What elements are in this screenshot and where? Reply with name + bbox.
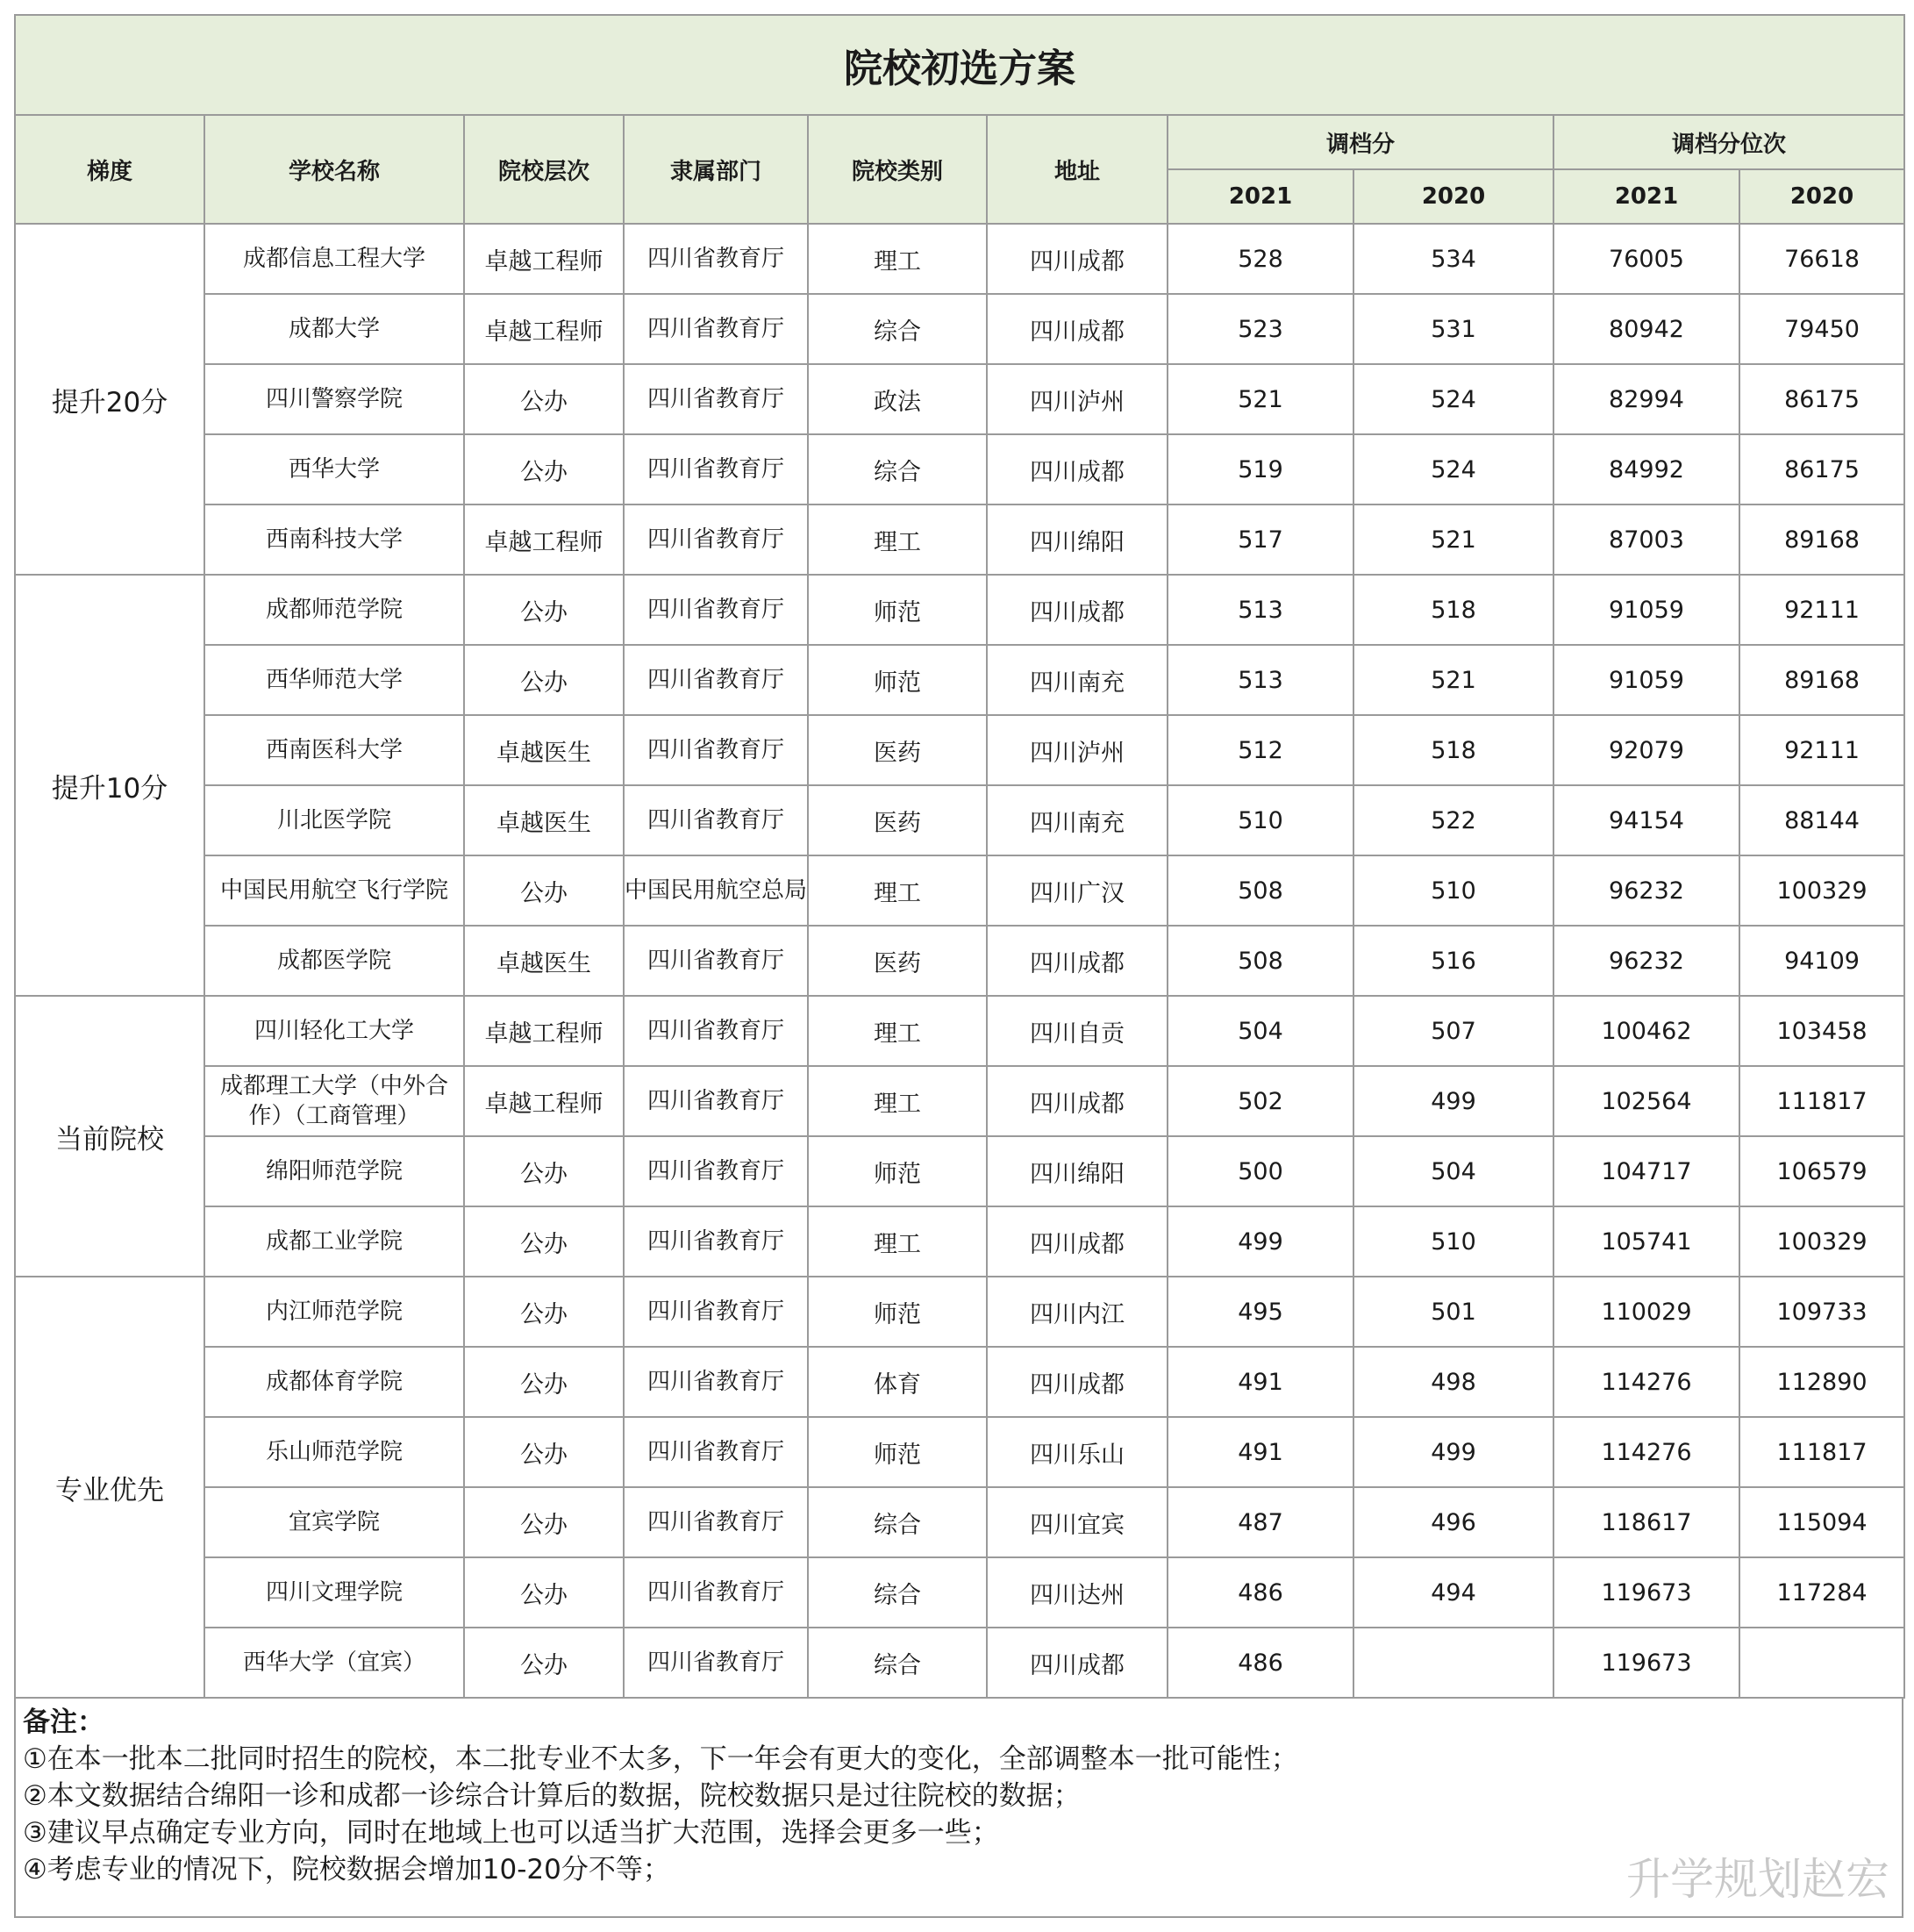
rank-2020-cell: 106579 xyxy=(1739,1136,1904,1206)
dept-cell: 四川省教育厅 xyxy=(624,926,808,996)
rank-2021-cell: 92079 xyxy=(1553,715,1739,785)
score-2021-cell: 513 xyxy=(1168,645,1353,715)
dept-cell: 四川省教育厅 xyxy=(624,434,808,504)
rank-2020-cell: 79450 xyxy=(1739,294,1904,364)
score-2021-cell: 517 xyxy=(1168,504,1353,575)
score-2020-cell: 501 xyxy=(1353,1277,1553,1347)
dept-cell: 四川省教育厅 xyxy=(624,1277,808,1347)
school-name-cell: 成都大学 xyxy=(204,294,464,364)
rank-2021-cell: 114276 xyxy=(1553,1347,1739,1417)
school-name-cell: 成都医学院 xyxy=(204,926,464,996)
score-2020-cell: 510 xyxy=(1353,1206,1553,1277)
table-row xyxy=(15,855,1904,926)
score-2020-cell: 518 xyxy=(1353,715,1553,785)
address-cell: 四川成都 xyxy=(987,926,1168,996)
score-2021-cell: 508 xyxy=(1168,855,1353,926)
school-table xyxy=(14,14,1905,1699)
table-row xyxy=(15,785,1904,855)
score-2021-cell: 519 xyxy=(1168,434,1353,504)
score-2020-cell: 510 xyxy=(1353,855,1553,926)
dept-cell: 四川省教育厅 xyxy=(624,224,808,294)
score-2020-cell: 518 xyxy=(1353,575,1553,645)
rank-2021-cell: 82994 xyxy=(1553,364,1739,434)
rank-2021-cell: 87003 xyxy=(1553,504,1739,575)
rank-2020-cell: 89168 xyxy=(1739,645,1904,715)
notes-section xyxy=(14,1699,1903,1918)
rank-2021-cell: 110029 xyxy=(1553,1277,1739,1347)
table-row xyxy=(15,364,1904,434)
rank-2021-cell: 96232 xyxy=(1553,926,1739,996)
score-2020-cell: 521 xyxy=(1353,645,1553,715)
type-cell: 师范 xyxy=(808,1417,987,1487)
level-cell: 卓越医生 xyxy=(464,715,624,785)
level-cell: 公办 xyxy=(464,1206,624,1277)
rank-2021-cell: 84992 xyxy=(1553,434,1739,504)
level-cell: 卓越医生 xyxy=(464,926,624,996)
score-2021-cell: 502 xyxy=(1168,1066,1353,1136)
type-cell: 医药 xyxy=(808,926,987,996)
header-dept: 隶属部门 xyxy=(624,115,808,224)
rank-2020-cell: 117284 xyxy=(1739,1557,1904,1628)
dept-cell: 四川省教育厅 xyxy=(624,785,808,855)
rank-2020-cell: 86175 xyxy=(1739,434,1904,504)
note-item: ④考虑专业的情况下，院校数据会增加10-20分不等； xyxy=(23,1854,670,1885)
address-cell: 四川成都 xyxy=(987,1628,1168,1698)
address-cell: 四川广汉 xyxy=(987,855,1168,926)
level-cell: 卓越医生 xyxy=(464,785,624,855)
address-cell: 四川内江 xyxy=(987,1277,1168,1347)
header-score-2020: 2020 xyxy=(1353,169,1553,224)
level-cell: 公办 xyxy=(464,1557,624,1628)
rank-2020-cell: 103458 xyxy=(1739,996,1904,1066)
score-2020-cell: 498 xyxy=(1353,1347,1553,1417)
dept-cell: 四川省教育厅 xyxy=(624,294,808,364)
type-cell: 综合 xyxy=(808,434,987,504)
score-2020-cell: 507 xyxy=(1353,996,1553,1066)
type-cell: 医药 xyxy=(808,785,987,855)
level-cell: 公办 xyxy=(464,1487,624,1557)
school-name-cell: 成都工业学院 xyxy=(204,1206,464,1277)
type-cell: 医药 xyxy=(808,715,987,785)
table-row xyxy=(15,224,1904,294)
level-cell: 公办 xyxy=(464,645,624,715)
table-row xyxy=(15,1206,1904,1277)
type-cell: 师范 xyxy=(808,645,987,715)
level-cell: 公办 xyxy=(464,1347,624,1417)
school-name-cell: 成都理工大学（中外合作）（工商管理） xyxy=(204,1066,464,1136)
type-cell: 理工 xyxy=(808,996,987,1066)
dept-cell: 四川省教育厅 xyxy=(624,1487,808,1557)
address-cell: 四川成都 xyxy=(987,224,1168,294)
dept-cell: 四川省教育厅 xyxy=(624,575,808,645)
type-cell: 综合 xyxy=(808,1628,987,1698)
rank-2021-cell: 100462 xyxy=(1553,996,1739,1066)
rank-2020-cell: 100329 xyxy=(1739,855,1904,926)
dept-cell: 四川省教育厅 xyxy=(624,715,808,785)
address-cell: 四川绵阳 xyxy=(987,504,1168,575)
rank-2020-cell: 111817 xyxy=(1739,1066,1904,1136)
rank-2020-cell: 89168 xyxy=(1739,504,1904,575)
dept-cell: 四川省教育厅 xyxy=(624,1347,808,1417)
score-2021-cell: 491 xyxy=(1168,1347,1353,1417)
type-cell: 综合 xyxy=(808,1487,987,1557)
dept-cell: 四川省教育厅 xyxy=(624,996,808,1066)
address-cell: 四川南充 xyxy=(987,645,1168,715)
header-rank-group: 调档分位次 xyxy=(1553,115,1904,169)
type-cell: 政法 xyxy=(808,364,987,434)
table-row xyxy=(15,1066,1904,1136)
school-name-cell: 乐山师范学院 xyxy=(204,1417,464,1487)
rank-2021-cell: 119673 xyxy=(1553,1628,1739,1698)
school-name-cell: 西南科技大学 xyxy=(204,504,464,575)
score-2021-cell: 523 xyxy=(1168,294,1353,364)
level-cell: 卓越工程师 xyxy=(464,1066,624,1136)
rank-2020-cell: 92111 xyxy=(1739,575,1904,645)
address-cell: 四川成都 xyxy=(987,1066,1168,1136)
level-cell: 公办 xyxy=(464,1136,624,1206)
level-cell: 卓越工程师 xyxy=(464,996,624,1066)
score-2021-cell: 508 xyxy=(1168,926,1353,996)
header-score-group: 调档分 xyxy=(1168,115,1553,169)
header-school: 学校名称 xyxy=(204,115,464,224)
score-2020-cell: 531 xyxy=(1353,294,1553,364)
rank-2020-cell: 76618 xyxy=(1739,224,1904,294)
header-addr: 地址 xyxy=(987,115,1168,224)
school-name-cell: 中国民用航空飞行学院 xyxy=(204,855,464,926)
score-2021-cell: 512 xyxy=(1168,715,1353,785)
score-2021-cell: 500 xyxy=(1168,1136,1353,1206)
school-name-cell: 成都师范学院 xyxy=(204,575,464,645)
school-name-cell: 四川轻化工大学 xyxy=(204,996,464,1066)
tier-cell: 提升20分 xyxy=(15,224,204,575)
type-cell: 师范 xyxy=(808,575,987,645)
score-2021-cell: 528 xyxy=(1168,224,1353,294)
table-body xyxy=(15,224,1904,1698)
school-name-cell: 成都体育学院 xyxy=(204,1347,464,1417)
header-type: 院校类别 xyxy=(808,115,987,224)
score-2020-cell: 524 xyxy=(1353,364,1553,434)
rank-2021-cell: 102564 xyxy=(1553,1066,1739,1136)
table-row xyxy=(15,1277,1904,1347)
address-cell: 四川成都 xyxy=(987,294,1168,364)
score-2021-cell: 491 xyxy=(1168,1417,1353,1487)
score-2020-cell: 499 xyxy=(1353,1066,1553,1136)
dept-cell: 四川省教育厅 xyxy=(624,1557,808,1628)
score-2020-cell: 534 xyxy=(1353,224,1553,294)
dept-cell: 四川省教育厅 xyxy=(624,364,808,434)
score-2021-cell: 499 xyxy=(1168,1206,1353,1277)
score-2020-cell: 496 xyxy=(1353,1487,1553,1557)
score-2020-cell: 504 xyxy=(1353,1136,1553,1206)
dept-cell: 四川省教育厅 xyxy=(624,645,808,715)
type-cell: 理工 xyxy=(808,504,987,575)
rank-2021-cell: 91059 xyxy=(1553,645,1739,715)
dept-cell: 中国民用航空总局 xyxy=(624,855,808,926)
tier-cell: 当前院校 xyxy=(15,996,204,1277)
rank-2021-cell: 104717 xyxy=(1553,1136,1739,1206)
table-row xyxy=(15,1136,1904,1206)
address-cell: 四川南充 xyxy=(987,785,1168,855)
notes-title: 备注： xyxy=(23,1707,104,1738)
rank-2021-cell: 80942 xyxy=(1553,294,1739,364)
type-cell: 理工 xyxy=(808,855,987,926)
header-rank-2021: 2021 xyxy=(1553,169,1739,224)
school-name-cell: 西华大学（宜宾） xyxy=(204,1628,464,1698)
score-2021-cell: 513 xyxy=(1168,575,1353,645)
school-name-cell: 成都信息工程大学 xyxy=(204,224,464,294)
rank-2020-cell: 109733 xyxy=(1739,1277,1904,1347)
address-cell: 四川泸州 xyxy=(987,364,1168,434)
note-item: ①在本一批本二批同时招生的院校，本二批专业不太多，下一年会有更大的变化，全部调整本一批可能性； xyxy=(23,1743,1298,1775)
header-level: 院校层次 xyxy=(464,115,624,224)
score-2021-cell: 486 xyxy=(1168,1557,1353,1628)
rank-2020-cell: 86175 xyxy=(1739,364,1904,434)
table-row xyxy=(15,715,1904,785)
level-cell: 公办 xyxy=(464,575,624,645)
table-row xyxy=(15,575,1904,645)
level-cell: 卓越工程师 xyxy=(464,294,624,364)
dept-cell: 四川省教育厅 xyxy=(624,504,808,575)
score-2021-cell: 495 xyxy=(1168,1277,1353,1347)
dept-cell: 四川省教育厅 xyxy=(624,1628,808,1698)
table-row xyxy=(15,645,1904,715)
score-2021-cell: 486 xyxy=(1168,1628,1353,1698)
table-header xyxy=(15,15,1904,224)
rank-2021-cell: 119673 xyxy=(1553,1557,1739,1628)
school-name-cell: 西南医科大学 xyxy=(204,715,464,785)
score-2021-cell: 487 xyxy=(1168,1487,1353,1557)
score-2020-cell xyxy=(1353,1628,1553,1698)
dept-cell: 四川省教育厅 xyxy=(624,1206,808,1277)
score-2020-cell: 521 xyxy=(1353,504,1553,575)
school-selection-sheet xyxy=(14,14,1903,1918)
score-2020-cell: 516 xyxy=(1353,926,1553,996)
table-row xyxy=(15,996,1904,1066)
school-name-cell: 绵阳师范学院 xyxy=(204,1136,464,1206)
school-name-cell: 内江师范学院 xyxy=(204,1277,464,1347)
address-cell: 四川成都 xyxy=(987,575,1168,645)
rank-2020-cell: 92111 xyxy=(1739,715,1904,785)
note-item: ③建议早点确定专业方向，同时在地域上也可以适当扩大范围，选择会更多一些； xyxy=(23,1817,999,1849)
tier-cell: 专业优先 xyxy=(15,1277,204,1698)
rank-2021-cell: 118617 xyxy=(1553,1487,1739,1557)
rank-2021-cell: 76005 xyxy=(1553,224,1739,294)
header-rank-2020: 2020 xyxy=(1739,169,1904,224)
type-cell: 理工 xyxy=(808,1066,987,1136)
rank-2020-cell: 115094 xyxy=(1739,1487,1904,1557)
type-cell: 体育 xyxy=(808,1347,987,1417)
school-name-cell: 四川警察学院 xyxy=(204,364,464,434)
address-cell: 四川乐山 xyxy=(987,1417,1168,1487)
table-row xyxy=(15,1628,1904,1698)
tier-cell: 提升10分 xyxy=(15,575,204,996)
type-cell: 综合 xyxy=(808,294,987,364)
level-cell: 公办 xyxy=(464,1628,624,1698)
table-row xyxy=(15,1417,1904,1487)
rank-2021-cell: 114276 xyxy=(1553,1417,1739,1487)
score-2021-cell: 504 xyxy=(1168,996,1353,1066)
score-2020-cell: 524 xyxy=(1353,434,1553,504)
level-cell: 公办 xyxy=(464,434,624,504)
rank-2020-cell: 100329 xyxy=(1739,1206,1904,1277)
address-cell: 四川宜宾 xyxy=(987,1487,1168,1557)
rank-2021-cell: 105741 xyxy=(1553,1206,1739,1277)
table-row xyxy=(15,504,1904,575)
rank-2021-cell: 91059 xyxy=(1553,575,1739,645)
address-cell: 四川自贡 xyxy=(987,996,1168,1066)
dept-cell: 四川省教育厅 xyxy=(624,1417,808,1487)
score-2020-cell: 522 xyxy=(1353,785,1553,855)
dept-cell: 四川省教育厅 xyxy=(624,1136,808,1206)
rank-2021-cell: 96232 xyxy=(1553,855,1739,926)
rank-2020-cell xyxy=(1739,1628,1904,1698)
level-cell: 公办 xyxy=(464,1277,624,1347)
school-name-cell: 宜宾学院 xyxy=(204,1487,464,1557)
dept-cell: 四川省教育厅 xyxy=(624,1066,808,1136)
watermark: 升学规划赵宏 xyxy=(1626,1854,1889,1905)
table-row xyxy=(15,1487,1904,1557)
school-name-cell: 西华大学 xyxy=(204,434,464,504)
address-cell: 四川成都 xyxy=(987,1347,1168,1417)
header-tier: 梯度 xyxy=(15,115,204,224)
level-cell: 卓越工程师 xyxy=(464,224,624,294)
type-cell: 师范 xyxy=(808,1277,987,1347)
table-row xyxy=(15,294,1904,364)
type-cell: 师范 xyxy=(808,1136,987,1206)
score-2021-cell: 510 xyxy=(1168,785,1353,855)
rank-2020-cell: 94109 xyxy=(1739,926,1904,996)
page-title: 院校初选方案 xyxy=(15,15,1904,115)
table-row xyxy=(15,1347,1904,1417)
table-row xyxy=(15,434,1904,504)
type-cell: 综合 xyxy=(808,1557,987,1628)
address-cell: 四川泸州 xyxy=(987,715,1168,785)
address-cell: 四川绵阳 xyxy=(987,1136,1168,1206)
rank-2020-cell: 112890 xyxy=(1739,1347,1904,1417)
level-cell: 公办 xyxy=(464,1417,624,1487)
header-score-2021: 2021 xyxy=(1168,169,1353,224)
table-row xyxy=(15,1557,1904,1628)
school-name-cell: 西华师范大学 xyxy=(204,645,464,715)
level-cell: 卓越工程师 xyxy=(464,504,624,575)
score-2020-cell: 494 xyxy=(1353,1557,1553,1628)
note-item: ②本文数据结合绵阳一诊和成都一诊综合计算后的数据，院校数据只是过往院校的数据； xyxy=(23,1780,1081,1812)
type-cell: 理工 xyxy=(808,1206,987,1277)
rank-2021-cell: 94154 xyxy=(1553,785,1739,855)
score-2021-cell: 521 xyxy=(1168,364,1353,434)
level-cell: 公办 xyxy=(464,855,624,926)
table-row xyxy=(15,926,1904,996)
score-2020-cell: 499 xyxy=(1353,1417,1553,1487)
address-cell: 四川成都 xyxy=(987,434,1168,504)
rank-2020-cell: 111817 xyxy=(1739,1417,1904,1487)
school-name-cell: 四川文理学院 xyxy=(204,1557,464,1628)
rank-2020-cell: 88144 xyxy=(1739,785,1904,855)
address-cell: 四川成都 xyxy=(987,1206,1168,1277)
level-cell: 公办 xyxy=(464,364,624,434)
school-name-cell: 川北医学院 xyxy=(204,785,464,855)
type-cell: 理工 xyxy=(808,224,987,294)
address-cell: 四川达州 xyxy=(987,1557,1168,1628)
